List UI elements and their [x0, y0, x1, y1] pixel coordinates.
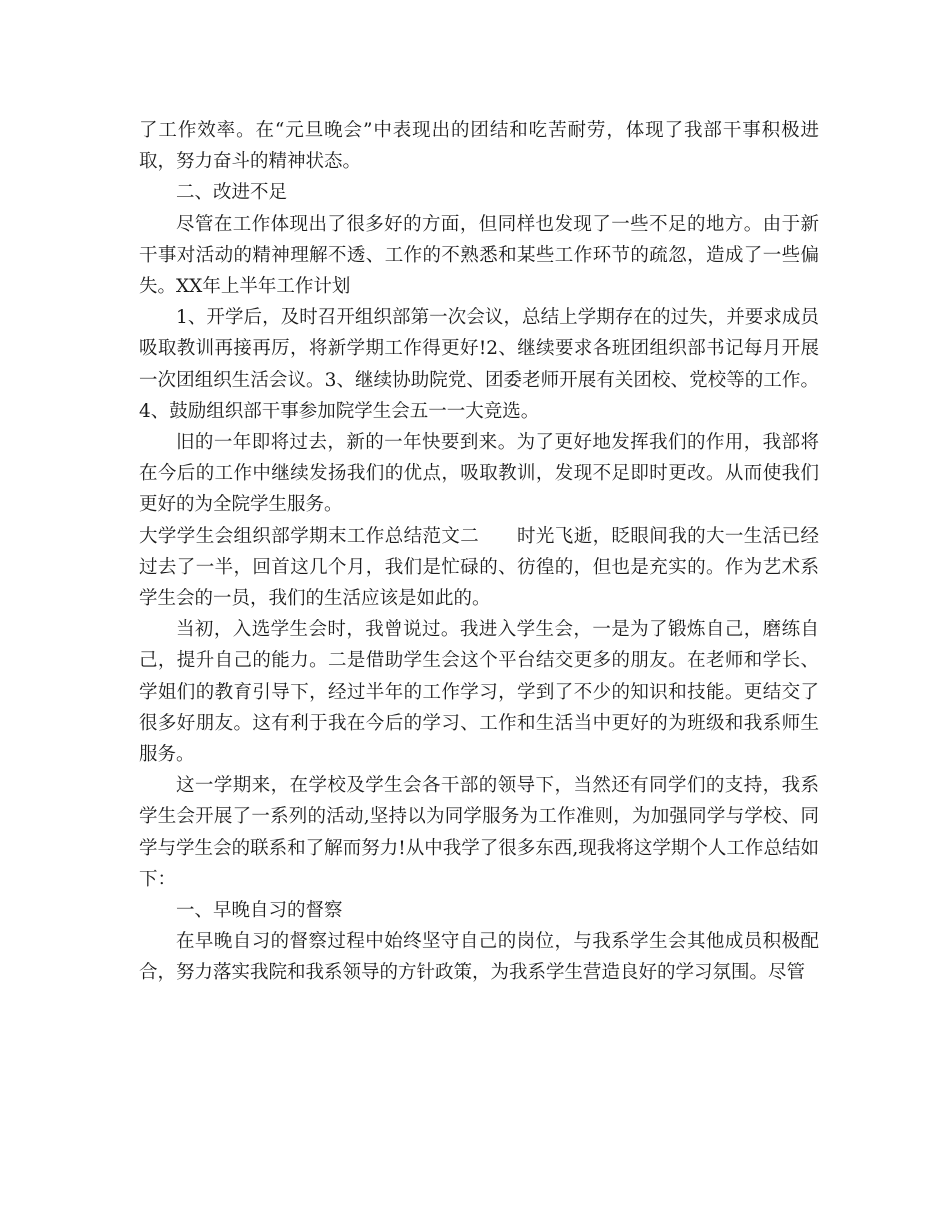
paragraph: 大学学生会组织部学期末工作总结范文二 时光飞逝，眨眼间我的大一生活已经过去了一半，回首这几个月，我们是忙碌的、彷徨的，但也是充实的。作为艺术系学生会的一员，我们的生活应该是如此的。 [139, 525, 819, 610]
paragraph: 1、开学后，及时召开组织部第一次会议，总结上学期存在的过失，并要求成员吸取教训再接再厉，将新学期工作得更好!2、继续要求各班团组织部书记每月开展一次团组织生活会议。3、继续协助院党、团委老师开展有关团校、党校等的工作。4、鼓励组织部干事参加院学生会五一一大竞选。 [139, 307, 819, 422]
section-heading: 二、改进不足 [176, 182, 288, 204]
section-heading: 一、早晚自习的督察 [176, 900, 343, 922]
paragraph: 当初，入选学生会时，我曾说过。我进入学生会，一是为了锻炼自己，磨练自己，提升自己的能力。二是借助学生会这个平台结交更多的朋友。在老师和学长、学姐们的教育引导下，经过半年的工作学习，学到了不少的知识和技能。更结交了很多好朋友。这有利于我在今后的学习、工作和生活当中更好的为班级和我系师生服务。 [139, 619, 819, 766]
paragraph: 了工作效率。在“元旦晚会”中表现出的团结和吃苦耐劳，体现了我部干事积极进取，努力奋斗的精神状态。 [139, 120, 819, 173]
document-body [139, 115, 819, 989]
paragraph: 旧的一年即将过去，新的一年快要到来。为了更好地发挥我们的作用，我部将在今后的工作中继续发扬我们的优点，吸取教训，发现不足即时更改。从而使我们更好的为全院学生服务。 [139, 432, 819, 516]
paragraph: 在早晚自习的督察过程中始终坚守自己的岗位，与我系学生会其他成员积极配合，努力落实我院和我系领导的方针政策，为我系学生营造良好的学习氛围。尽管 [139, 931, 819, 984]
paragraph: 这一学期来，在学校及学生会各干部的领导下，当然还有同学们的支持，我系学生会开展了一系列的活动,坚持以为同学服务为工作准则，为加强同学与学校、同学与学生会的联系和了解而努力!从中我学了很多东西,现我将这学期个人工作总结如下： [139, 775, 819, 890]
paragraph: 尽管在工作体现出了很多好的方面，但同样也发现了一些不足的地方。由于新干事对活动的精神理解不透、工作的不熟悉和某些工作环节的疏忽，造成了一些偏失。XX年上半年工作计划 [139, 213, 819, 298]
